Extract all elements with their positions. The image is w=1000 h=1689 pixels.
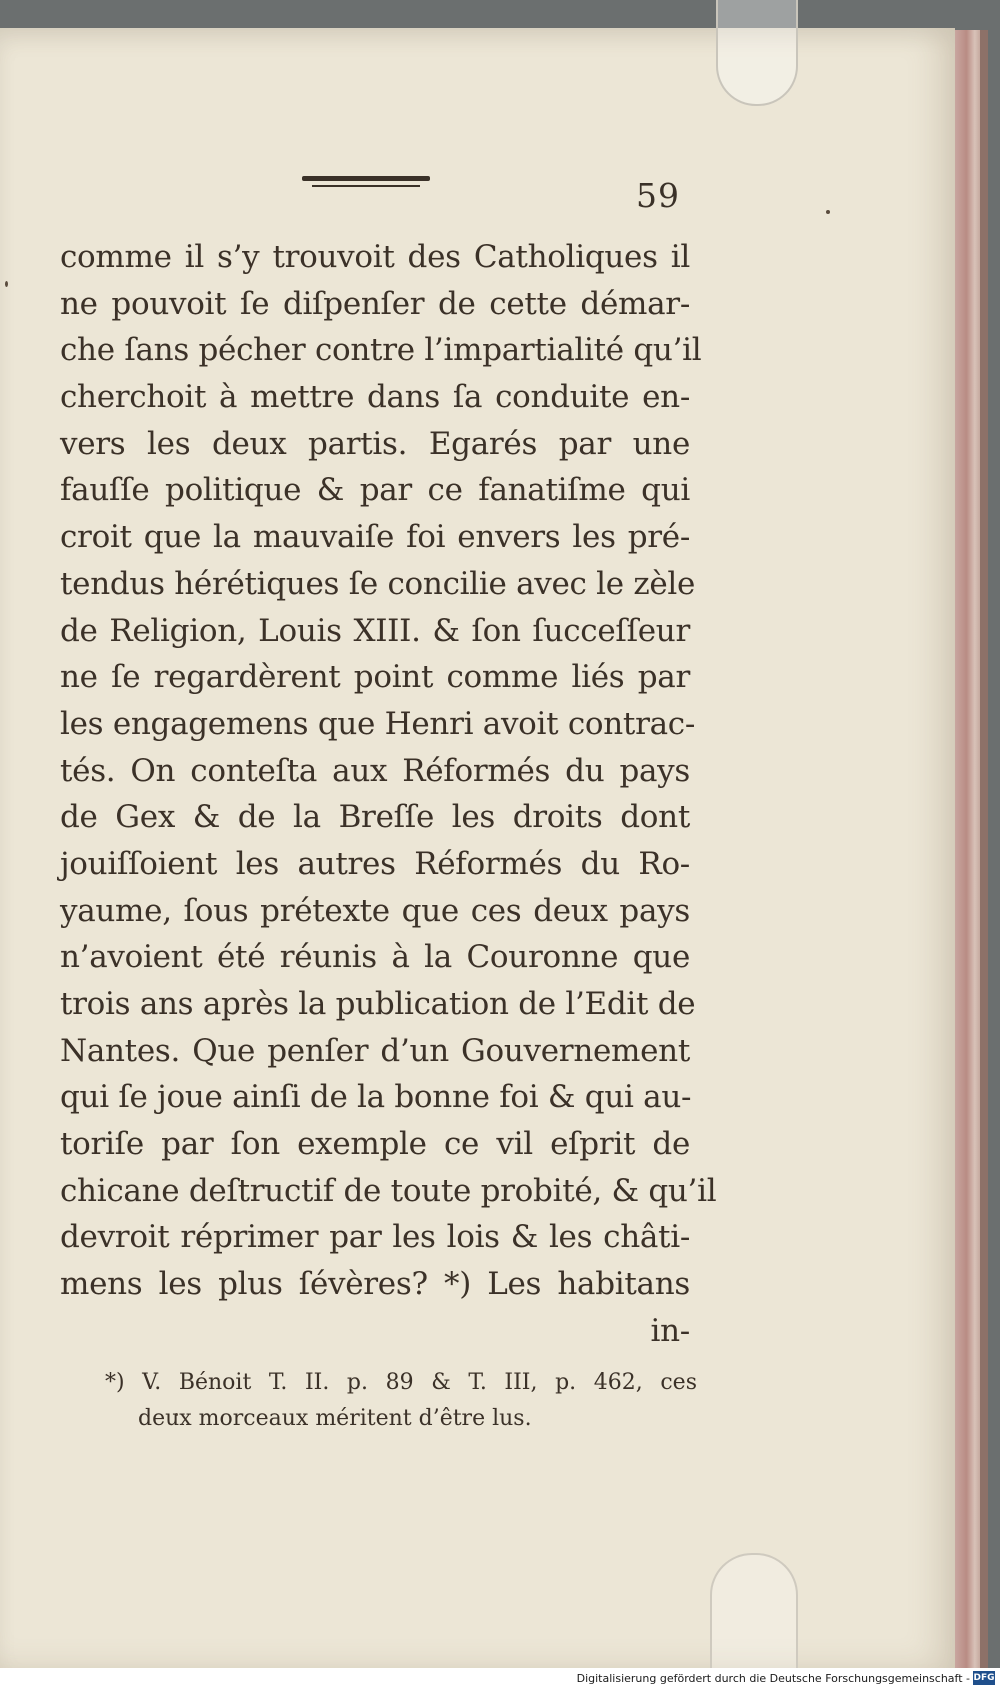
text-line: de Religion, Louis XIII. & ſon ſucceſſeur [60,612,690,649]
footnote-line: deux morceaux méritent d’être lus. [138,1406,532,1431]
credit-text: Digitalisierung gefördert durch die Deutsche Forschungsgemeinschaft - [576,1672,970,1685]
text-line: Nantes. Que penſer d’un Gouvernement [60,1032,690,1069]
text-line: yaume, ſous prétexte que ces deux pays [60,892,690,929]
text-line: n’avoient été réunis à la Couronne que [60,939,690,976]
text-line: cherchoit à mettre dans ſa conduite en- [60,379,690,416]
paper-speck [5,281,8,287]
text-line: tés. On conteſta aux Réformés du pays [60,752,690,789]
text-line: croit que la mauvaiſe foi envers les pré- [60,519,690,556]
text-line: devroit réprimer par les lois & les châti- [60,1219,690,1256]
text-line: toriſe par ſon exemple ce vil eſprit de [60,1126,690,1163]
text-line: qui ſe joue ainſi de la bonne foi & qui au- [60,1079,692,1116]
bookmark-clip [716,0,798,106]
text-line: de Gex & de la Breſſe les droits dont [60,799,690,836]
digitization-credit-bar [0,1668,1000,1689]
text-line: ne pouvoit ſe diſpenſer de cette démar- [60,285,690,322]
text-line: tendus hérétiques ſe concilie avec le zèle [60,565,696,602]
paper-speck [826,210,830,214]
text-line: mens les plus ſévères? *) Les habitans [60,1266,690,1303]
catchword: in- [650,1312,690,1349]
text-line: comme il s’y trouvoit des Catholiques il [60,239,690,275]
header-ornament-rule [302,176,430,192]
text-line: jouiſſoient les autres Réformés du Ro- [60,845,690,882]
text-line: ne ſe regardèrent point comme liés par [60,659,690,696]
footnote-line: *) V. Bénoit T. II. p. 89 & T. III, p. 462, ces [105,1370,697,1395]
text-line: fauſſe politique & par ce fanatiſme qui [60,472,690,509]
text-line: che ſans pécher contre l’impartialité qu’il [60,332,702,369]
dfg-logo-icon: DFG [973,1673,995,1683]
text-line: trois ans après la publication de l’Edit de [60,986,696,1022]
footnote [105,1365,697,1437]
body-text [60,234,717,1355]
text-line: les engagemens que Henri avoit contrac- [60,705,696,742]
page-edge [955,30,988,1668]
text-line: vers les deux partis. Egarés par une [60,425,690,462]
text-line: chicane deſtructif de toute probité, & qu’il [60,1172,717,1209]
page-number: 59 [636,176,680,215]
page-clip [710,1553,798,1668]
